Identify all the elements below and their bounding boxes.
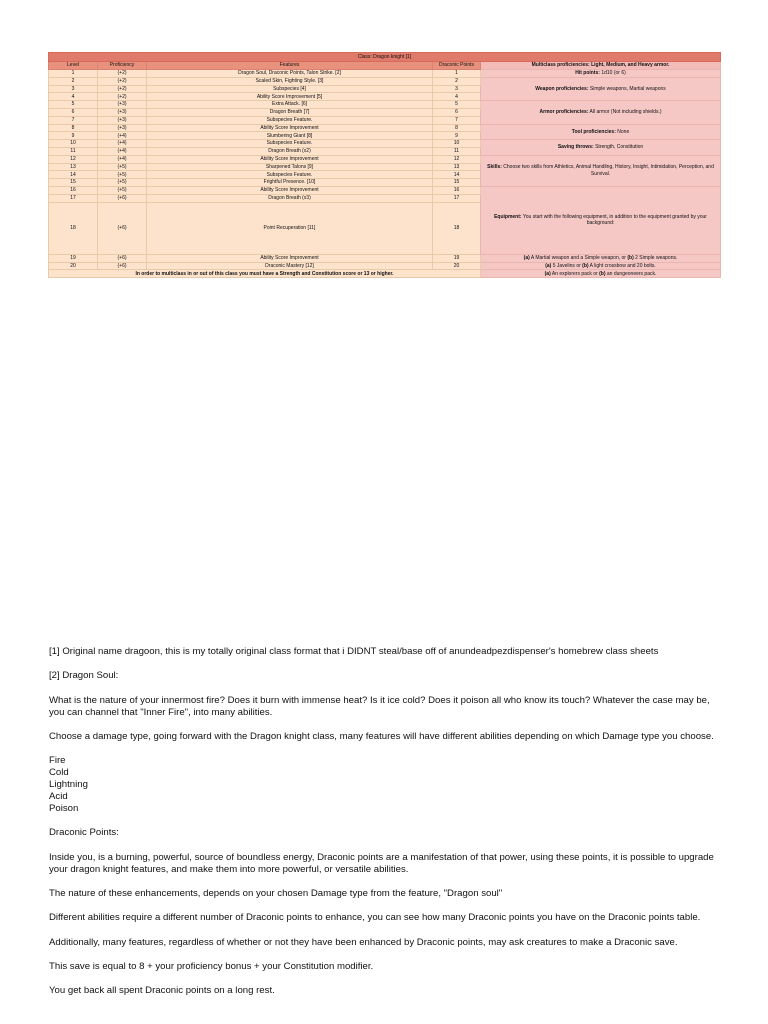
option-a-label: (a): [545, 262, 552, 269]
saving-throws-label: Saving throws:: [557, 144, 594, 151]
points-cell: 13: [433, 163, 481, 171]
proficiency-cell: (+3): [98, 124, 147, 132]
table-row: [49, 124, 721, 132]
points-cell: 4: [433, 93, 481, 101]
table-footer-row: [49, 270, 721, 278]
proficiency-cell: (+3): [98, 101, 147, 109]
tool-proficiencies-info: [481, 124, 721, 140]
header-level: Level: [49, 62, 98, 70]
points-cell: 15: [433, 179, 481, 187]
features-cell: Subspecies [4]: [147, 85, 433, 93]
proficiency-cell: (+6): [98, 262, 147, 270]
table-title: Class: Dragon knight [1]: [49, 53, 721, 62]
features-cell: Subspecies Feature.: [147, 171, 433, 179]
features-cell: Extra Attack. [6]: [147, 101, 433, 109]
level-cell: 8: [49, 124, 98, 132]
document-body: [49, 646, 721, 1010]
points-cell: 1: [433, 70, 481, 78]
features-cell: Ability Score Improvement: [147, 124, 433, 132]
points-cell: 10: [433, 140, 481, 148]
points-cell: 16: [433, 186, 481, 194]
header-draconic-points: Draconic Points: [433, 62, 481, 70]
level-cell: 18: [49, 202, 98, 254]
level-cell: 7: [49, 116, 98, 124]
features-cell: Dragon Breath [7]: [147, 108, 433, 116]
option-b-label: (b): [627, 254, 634, 261]
saving-throws-value: Strength, Constitution: [593, 144, 644, 151]
tool-proficiencies-label: Tool proficiencies:: [571, 128, 616, 135]
level-cell: 5: [49, 101, 98, 109]
table-row: [49, 77, 721, 85]
proficiency-cell: (+3): [98, 108, 147, 116]
proficiency-cell: (+4): [98, 132, 147, 140]
points-cell: 8: [433, 124, 481, 132]
dragon-soul-intro: What is the nature of your innermost fire? Does it burn with immense heat? Is it ice cold? Does it poison all who know its touch? Whatever the case may be, you can channel that "Inner Fire", into many abilities.: [49, 694, 710, 718]
points-requirement: Different abilities require a different number of Draconic points to enhance, you can see how many Draconic points you have on the Draconic points table.: [49, 912, 701, 924]
skills-value: Choose two skills from Athletics, Animal Handling, History, Insight, Intimidation, Perception, and Survival.: [501, 164, 714, 177]
proficiency-cell: (+4): [98, 140, 147, 148]
weapon-proficiencies-value: Simple weapons, Martial weapons: [588, 85, 666, 92]
points-cell: 2: [433, 77, 481, 85]
table-row: [49, 186, 721, 194]
long-rest-note: You get back all spent Draconic points on a long rest.: [49, 985, 275, 997]
points-cell: 5: [433, 101, 481, 109]
enhancement-nature: The nature of these enhancements, depends on your chosen Damage type from the feature, "Dragon soul": [49, 888, 503, 900]
footnote-2-heading: [2] Dragon Soul:: [49, 670, 119, 682]
features-cell: Dragon Breath (x3): [147, 194, 433, 202]
equipment-info: [481, 186, 721, 254]
points-cell: 6: [433, 108, 481, 116]
features-cell: Ability Score Improvement: [147, 186, 433, 194]
proficiency-cell: (+4): [98, 147, 147, 155]
option-text: An explorers pack or: [550, 270, 600, 277]
table-row: [49, 155, 721, 163]
level-cell: 4: [49, 93, 98, 101]
points-cell: 14: [433, 171, 481, 179]
equipment-label: Equipment:: [494, 213, 522, 220]
level-cell: 2: [49, 77, 98, 85]
saving-throws-info: [481, 140, 721, 156]
equipment-option-4: [481, 270, 721, 278]
proficiency-cell: (+2): [98, 85, 147, 93]
option-text: 2 Simple weapons.: [633, 254, 678, 261]
points-cell: 7: [433, 116, 481, 124]
points-cell: 19: [433, 254, 481, 262]
draconic-save-note: Additionally, many features, regardless of whether or not they have been enhanced by Draconic points, may ask creatures to make a Draconic save.: [49, 936, 678, 948]
hit-points-label: Hit points:: [575, 70, 600, 77]
level-cell: 20: [49, 262, 98, 270]
level-cell: 12: [49, 155, 98, 163]
points-cell: 12: [433, 155, 481, 163]
level-cell: 10: [49, 140, 98, 148]
proficiency-cell: (+2): [98, 93, 147, 101]
features-cell: Subspecies Feature.: [147, 116, 433, 124]
table-row: [49, 254, 721, 262]
equipment-option-3: [481, 262, 721, 270]
proficiency-cell: (+6): [98, 194, 147, 202]
features-cell: Sharpened Talons [9]: [147, 163, 433, 171]
proficiency-cell: (+5): [98, 186, 147, 194]
option-text: an dungeoneers pack.: [605, 270, 657, 277]
armor-proficiencies-info: [481, 101, 721, 124]
equipment-option-2: [481, 254, 721, 262]
table-row: [49, 262, 721, 270]
level-cell: 6: [49, 108, 98, 116]
multiclass-proficiencies: Multiclass proficiencies: Light, Medium, and Heavy armor.: [481, 62, 721, 70]
table-row: [49, 140, 721, 148]
damage-type-lightning: Lightning: [49, 779, 88, 791]
damage-type-instructions: Choose a damage type, going forward with the Dragon knight class, many features will have different abilities depending on which Damage type you choose.: [49, 730, 714, 742]
header-proficiency: Proficiency: [98, 62, 147, 70]
class-table: [48, 52, 721, 278]
level-cell: 11: [49, 147, 98, 155]
proficiency-cell: (+5): [98, 171, 147, 179]
hit-points-value: 1d10 (or 6): [599, 70, 626, 77]
armor-proficiencies-value: All armor (Not including shields.): [588, 109, 662, 116]
tool-proficiencies-value: None: [615, 128, 630, 135]
option-text: A Martial weapon and a Simple weapon, or: [529, 254, 628, 261]
level-cell: 9: [49, 132, 98, 140]
features-cell: Scaled Skin, Fighting Style. [3]: [147, 77, 433, 85]
draconic-points-heading: Draconic Points:: [49, 827, 119, 839]
proficiency-cell: (+4): [98, 155, 147, 163]
points-cell: 9: [433, 132, 481, 140]
points-cell: 17: [433, 194, 481, 202]
level-cell: 3: [49, 85, 98, 93]
damage-type-fire: Fire: [49, 755, 66, 767]
damage-type-acid: Acid: [49, 791, 68, 803]
table-row: [49, 101, 721, 109]
proficiency-cell: (+5): [98, 163, 147, 171]
option-a-label: (a): [544, 270, 551, 277]
features-cell: Dragon Breath (x2): [147, 147, 433, 155]
points-cell: 18: [433, 202, 481, 254]
features-cell: Slumbering Giant [8]: [147, 132, 433, 140]
features-cell: Frightful Presence. [10]: [147, 179, 433, 187]
header-features: Features: [147, 62, 433, 70]
table-title-row: [49, 53, 721, 62]
proficiency-cell: (+3): [98, 116, 147, 124]
features-cell: Ability Score Improvement: [147, 155, 433, 163]
option-a-label: (a): [523, 254, 530, 261]
features-cell: Subspecies Feature.: [147, 140, 433, 148]
proficiency-cell: (+5): [98, 179, 147, 187]
level-cell: 16: [49, 186, 98, 194]
draconic-points-description: Inside you, is a burning, powerful, source of boundless energy, Draconic points are a manifestation of that power, using these points, it is possible to upgrade your dragon knight features, and make them into more powerful, or versatile abilities.: [49, 851, 714, 875]
features-cell: Draconic Mastery [12]: [147, 262, 433, 270]
skills-label: Skills:: [487, 164, 502, 171]
save-formula: This save is equal to 8 + your proficiency bonus + your Constitution modifier.: [49, 960, 374, 972]
skills-info: [481, 155, 721, 186]
proficiency-cell: (+6): [98, 254, 147, 262]
features-cell: Ability Score Improvement [5]: [147, 93, 433, 101]
features-cell: Point Recuperation [11]: [147, 202, 433, 254]
weapon-proficiencies-info: [481, 77, 721, 100]
points-cell: 20: [433, 262, 481, 270]
points-cell: 3: [433, 85, 481, 93]
armor-proficiencies-label: Armor proficiencies:: [539, 109, 589, 116]
hit-points-info: [481, 70, 721, 78]
damage-type-cold: Cold: [49, 767, 69, 779]
level-cell: 13: [49, 163, 98, 171]
level-cell: 17: [49, 194, 98, 202]
equipment-value: You start with the following equipment, in addition to the equipment granted by your background:: [521, 213, 707, 227]
level-cell: 19: [49, 254, 98, 262]
option-b-label: (b): [582, 262, 589, 269]
level-cell: 1: [49, 70, 98, 78]
multiclass-requirement-note: In order to multiclass in or out of this class you must have a Strength and Constitution score or 13 or higher.: [49, 270, 481, 278]
table-header-row: [49, 62, 721, 70]
proficiency-cell: (+2): [98, 70, 147, 78]
footnote-1: [1] Original name dragoon, this is my totally original class format that i DIDNT steal/base off of anundeadpezdispenser's homebrew class sheets: [49, 646, 659, 657]
option-text: A light crossbow and 20 bolts.: [588, 262, 656, 269]
option-b-label: (b): [599, 270, 606, 277]
damage-type-poison: Poison: [49, 803, 79, 815]
option-text: 5 Javelins or: [551, 262, 583, 269]
level-cell: 15: [49, 179, 98, 187]
points-cell: 11: [433, 147, 481, 155]
features-cell: Ability Score Improvement: [147, 254, 433, 262]
proficiency-cell: (+6): [98, 202, 147, 254]
level-cell: 14: [49, 171, 98, 179]
weapon-proficiencies-label: Weapon proficiencies:: [535, 85, 589, 92]
table-row: [49, 70, 721, 78]
features-cell: Dragon Soul, Draconic Points, Talon Strike. [2]: [147, 70, 433, 78]
proficiency-cell: (+2): [98, 77, 147, 85]
